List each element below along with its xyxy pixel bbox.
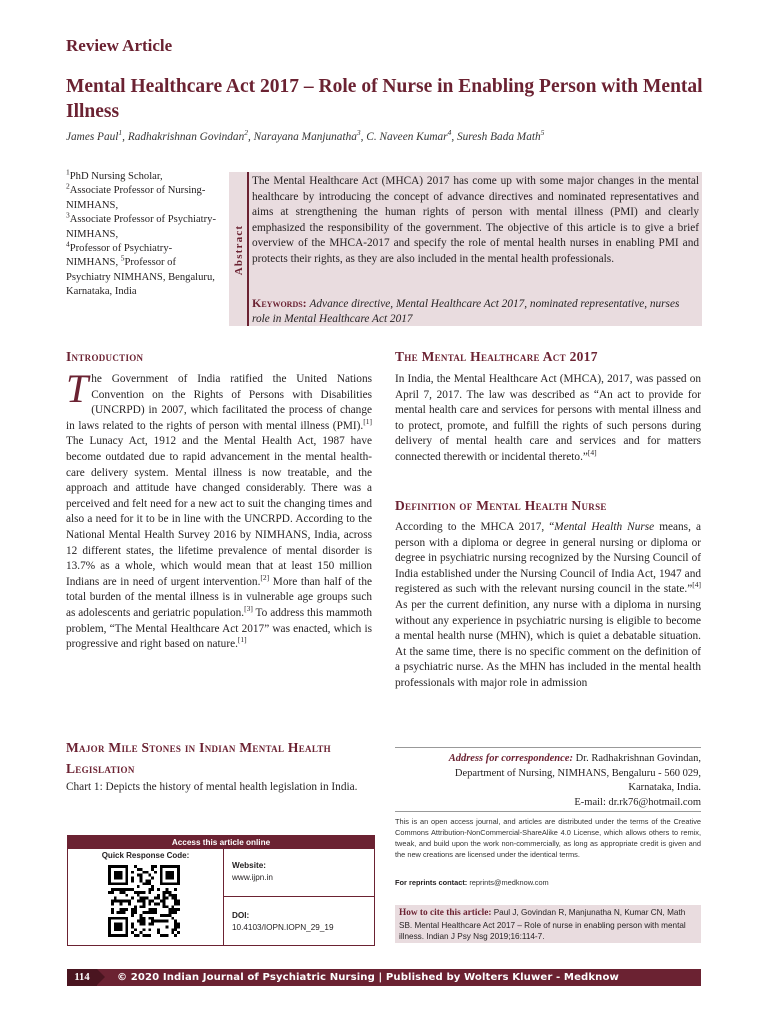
website-label: Website:: [232, 861, 266, 870]
correspondence-divider: [395, 747, 701, 748]
affiliation-mark: 2: [66, 181, 70, 191]
mhca-heading: The Mental Healthcare Act 2017: [395, 349, 598, 364]
author-affiliation-mark: 2: [244, 128, 248, 138]
citation-ref[interactable]: [2]: [260, 572, 270, 582]
correspondence-email[interactable]: E-mail: dr.rk76@hotmail.com: [574, 796, 701, 808]
author-affiliation-mark: 1: [118, 128, 123, 138]
citation-ref[interactable]: [1]: [237, 635, 247, 645]
affiliation-mark: 1: [66, 167, 70, 177]
citation-ref[interactable]: [4]: [587, 448, 597, 458]
license-divider: [395, 811, 701, 812]
citation-ref[interactable]: [1]: [363, 417, 372, 427]
qr-code-icon[interactable]: [108, 865, 180, 937]
author-name: Narayana Manjunatha: [253, 131, 357, 143]
reprints-label: For reprints contact:: [395, 878, 468, 887]
drop-cap: T: [66, 366, 89, 411]
affiliations: [66, 167, 216, 300]
definition-heading: Definition of Mental Health Nurse: [395, 498, 607, 513]
cite-text: How to cite this article: Paul J, Govindan R, Manjunatha N, Kumar CN, Math SB. Mental Healthcare Act 2017 – Role of nurse in enabling person with mental illness. Indian J Psy Nsg 2019;16:114-7.: [399, 908, 686, 942]
affiliation-text: Associate Professor of Nursing- NIMHANS,: [66, 185, 206, 211]
website-link[interactable]: www.ijpn.in: [232, 873, 273, 882]
doi-link[interactable]: 10.4103/IOPN.IOPN_29_19: [232, 923, 334, 932]
doi-label: DOI:: [232, 911, 250, 920]
reprints-contact: [395, 878, 549, 887]
introduction-heading: Introduction: [66, 349, 144, 364]
page-number: 114: [67, 969, 97, 986]
author-name: C. Naveen Kumar: [366, 131, 448, 143]
article-title: Mental Healthcare Act 2017 – Role of Nurse in Enabling Person with Mental Illness: [66, 76, 703, 122]
milestones-heading: Major Mile Stones in Indian Mental Health Legislation: [66, 740, 331, 776]
correspondence-label: Address for correspondence:: [448, 753, 573, 764]
milestones-text: Chart 1: Depicts the history of mental health legislation in India.: [66, 781, 358, 793]
keywords-label: Keywords:: [252, 296, 307, 310]
footer-arrow-icon: [97, 969, 105, 985]
definition-text: According to the MHCA 2017, “Mental Health Nurse means, a person with a diploma or degree in general nursing or diploma or degree in psychiatric nursing recognized by the Nursing Council of India established under the Nursing Council of India Act, 1947 and registered as such with the relevant nursing council in the state.”[4] As per the current definition, any nurse with a diploma in nursing without any experience in psychiatric nursing is eligible to become a mental health nurse (MHN), which is quiet a debatable situation. At the same time, there is no specific comment on the definition of a psychiatric nurse. As the MHN has included in the mental health professionals with major role in admission: [395, 521, 701, 689]
author-name: James Paul: [66, 131, 119, 143]
citation-ref[interactable]: [4]: [692, 580, 701, 590]
qr-label: Quick Response Code:: [101, 851, 190, 860]
author-affiliation-mark: 3: [356, 128, 361, 138]
access-online-header: Access this article online: [68, 836, 374, 849]
affiliation-mark: 3: [66, 210, 70, 220]
access-divider: [223, 849, 224, 945]
author-list: James Paul$^1$, Radhakrishnan Govindan$^2$, Narayana Manjunatha$^3$, C. Naveen Kumar$^4$, Suresh Bada Math$^5$: [66, 128, 545, 143]
correspondence-block: Address for correspondence: Dr. Radhakrishnan Govindan, Department of Nursing, NIMHANS, Bengaluru - 560 029, Karnataka, India. E-mail: dr.rk76@hotmail.com: [448, 753, 701, 808]
affiliation-mark: 5: [120, 253, 125, 263]
introduction-text: The Government of India ratified the United Nations Convention on the Rights of Persons with Disabilities (UNCRPD) in 2007, which facilitated the process of change in laws related to the rights of person with mental illness (PMI).[1] The Lunacy Act, 1912 and the Mental Health Act, 1987 have become outdated due to rapid advancement in the mental health-care delivery system. Mental illness is now treatable, and the approach and attitude have changed considerably. There was a perceived and felt need for a new act to suit the changing times and also a need for it to be in line with the UNCRPD. According to the National Mental Health Survey 2016 by NIMHANS, India, across 12 different states, the lifetime prevalence of mental disorder is 13.7% as a whole, which would mean that at least 150 million Indians are in need of urgent intervention.[2] More than half of the total burden of the mental illness is in vulnerable age groups such as adolescents and geriatric population.[3] To address this mammoth problem, “The Mental Healthcare Act 2017” was enacted, which is progressive and right based on nature.[1]: [66, 366, 372, 651]
defined-term: Mental Health Nurse: [554, 521, 655, 533]
abstract-text: The Mental Healthcare Act (MHCA) 2017 has come up with some major changes in the mental healthcare by introducing the concept of advance directives and nominated representatives and aims at strengthening the human rights of person with mental illness (PMI) and clearly emphasized the responsibility of the government. The objective of this article is to give a brief overview of the MHCA-2017 and specify the role of mental health nurses in enabling PMI and protects their rights, as they are also included in the mental health professionals.: [252, 175, 699, 265]
cite-label: How to cite this article:: [399, 908, 492, 918]
author-affiliation-mark: 4: [447, 128, 452, 138]
affiliation-text: PhD Nursing Scholar,: [69, 171, 163, 182]
abstract-side-label: Abstract: [233, 224, 245, 276]
access-divider: [223, 896, 374, 897]
mhca-text: In India, the Mental Healthcare Act (MHCA), 2017, was passed on April 7, 2017. The law was described as “An act to provide for mental health care and services for persons with mental illness and to protect, promote, and fulfill the rights of such persons during delivery of mental health care and services and for matters connected therewith or incidental thereto.”[4]: [395, 373, 701, 463]
affiliation-text: Professor of Psychiatry- NIMHANS,: [66, 243, 173, 269]
author-affiliation-mark: 5: [540, 128, 545, 138]
affiliation-mark: 4: [66, 239, 70, 249]
open-access-notice: This is an open access journal, and articles are distributed under the terms of the Creative Commons Attribution-NonCommercial-ShareAlike 4.0 License, which allows others to remix, tweak, and build upon the work non-commercially, as long as appropriate credit is given and the new creations are licensed under the identical terms.: [395, 817, 701, 859]
author-name: Radhakrishnan Govindan: [127, 131, 245, 143]
author-name: Suresh Bada Math: [456, 131, 541, 143]
article-type-label: Review Article: [66, 36, 173, 55]
keywords: [252, 296, 699, 327]
affiliation-text: Associate Professor of Psychiatry- NIMHANS,: [66, 214, 216, 240]
reprints-email[interactable]: reprints@medknow.com: [467, 878, 549, 887]
footer-copyright: © 2020 Indian Journal of Psychiatric Nursing | Published by Wolters Kluwer - Medknow: [117, 972, 619, 983]
keywords-text: Advance directive, Mental Healthcare Act 2017, nominated representative, nurses role in Mental Healthcare Act 2017: [252, 298, 680, 325]
citation-ref[interactable]: [3]: [244, 604, 253, 614]
affiliation-text: Professor of Psychiatry NIMHANS, Bengaluru, Karnataka, India: [66, 257, 215, 298]
